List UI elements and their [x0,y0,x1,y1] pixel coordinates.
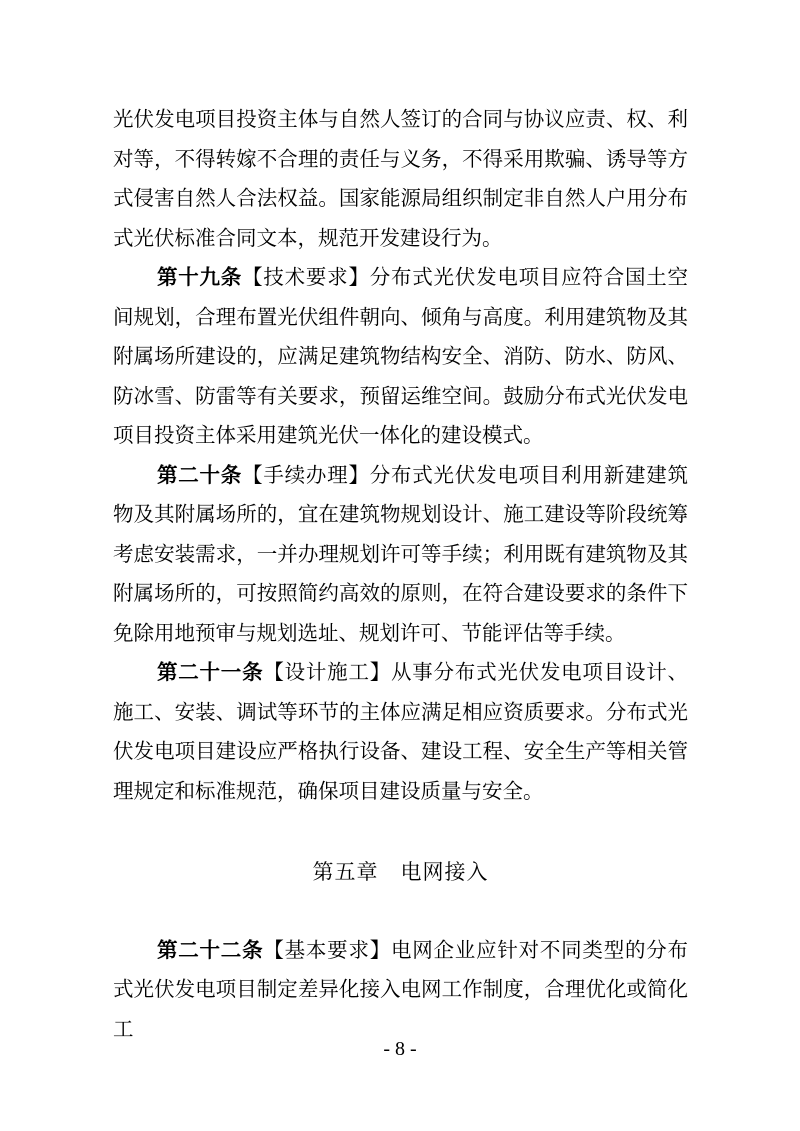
page-number: - 8 - [383,1038,417,1060]
document-body [113,100,688,1049]
paragraph [113,100,688,258]
article-number: 第二十二条 [157,938,264,962]
paragraph-text: 【技术要求】分布式光伏发电项目应符合国土空间规划，合理布置光伏组件朝向、倾角与高度。利用建筑物及其附属场所建设的，应满足建筑物结构安全、消防、防水、防风、防冰雪、防雷等有关要求，预留运维空间。鼓励分布式光伏发电项目投资主体采用建筑光伏一体化的建设模式。 [113,266,689,447]
paragraph-text: 【手续办理】分布式光伏发电项目利用新建建筑物及其附属场所的，宜在建筑物规划设计、施工建设等阶段统筹考虑安装需求，一并办理规划许可等手续；利用既有建筑物及其附属场所的，可按照简约高效的原则，在符合建设要求的条件下免除用地预审与规划选址、规划许可、节能评估等手续。 [113,463,689,645]
article-number: 第十九条 [157,266,243,289]
article-number: 第二十条 [157,463,243,487]
paragraph-text: 【设计施工】从事分布式光伏发电项目设计、施工、安装、调试等环节的主体应满足相应资质要求。分布式光伏发电项目建设应严格执行设备、建设工程、安全生产等相关管理规定和标准规范，确保项目建设质量与安全。 [113,661,689,803]
chapter-heading: 第五章 电网接入 [312,861,489,884]
paragraph [113,258,688,456]
article-number: 第二十一条 [157,661,264,684]
paragraph-text: 光伏发电项目投资主体与自然人签订的合同与协议应责、权、利对等，不得转嫁不合理的责任与义务，不得采用欺骗、诱导等方式侵害自然人合法权益。国家能源局组织制定非自然人户用分布式光伏标准合同文本，规范开发建设行为。 [113,108,688,250]
paragraph [113,931,688,1050]
section-after-heading [113,931,688,1050]
paragraph [113,456,688,654]
section-before-heading [113,100,688,811]
paragraph-text: 【基本要求】电网企业应针对不同类型的分布式光伏发电项目制定差异化接入电网工作制度，合理优化或简化工 [113,938,689,1041]
paragraph [113,653,688,811]
